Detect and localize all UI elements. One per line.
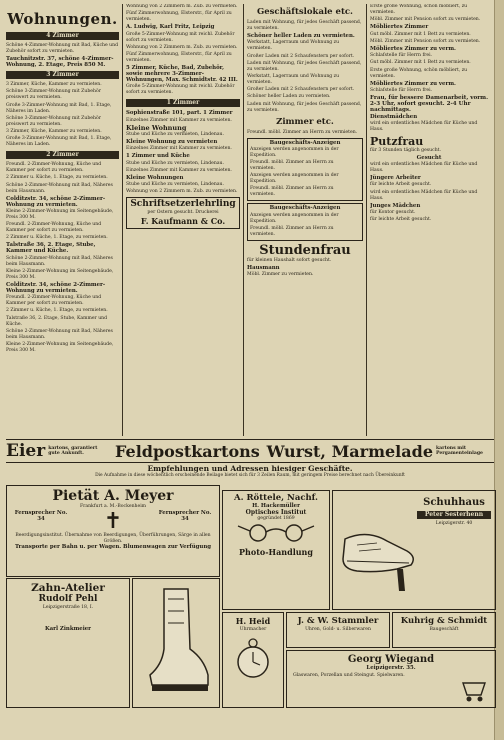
classified-ad: Möbliertes Zimmer zu verm. [370,45,456,52]
classified-ad: 3 Zimmer, Küche, Kammer zu vermieten. [6,128,102,134]
classified-ad: für leichte Arbeit gesucht. [370,217,432,223]
notice-text: Anzeigen werden angenommen in der Expedition. [250,146,339,158]
ad-owner: Rudolf Pehl [38,594,98,604]
classified-ad: Möbl. Zimmer mit Pension sofort zu vermieten. [370,38,481,44]
phone-number: Fernsprecher No. 34 [158,509,212,522]
classified-ad: Stube und Küche zu vermieten, Lindenau. [126,131,224,137]
classified-ad: für kleinen Haushalt sofort gesucht. [247,258,332,263]
cart-icon [459,673,489,703]
classified-ad: wird ein ordentliches Mädchen für Küche und Haus. [370,121,478,133]
classified-ad: Wohnung von 2 Zimmern m. Zub. zu vermieten. [126,189,238,195]
feldpost-title: Feldpostkartons [115,441,260,461]
classified-ad: Sophienstraße 101, part. 1 Zimmer [126,110,233,117]
classified-ad: Fünf Zimmerwohnung, Elsterstr., für April zu vermieten. [126,51,232,63]
classified-ad: Stube und Küche zu vermieten, Lindenau. [126,182,224,188]
classified-ad: Schöner heller Laden zu vermieten. [247,33,355,40]
recommendations-header [6,464,494,479]
ad-title: Photo-Handlung [239,547,313,558]
classified-ad: 2 Zimmer u. Küche, 1. Etage, zu vermieten. [6,308,108,314]
notice-text: Freundl. möbl. Zimmer an Herrn zu vermieten. [250,159,334,171]
classified-ad: Schlafstelle für Herrn frei. [370,53,433,59]
category-band: 3 Zimmer [6,71,119,79]
ad-title: J. & W. Stammler [297,616,379,626]
ad-schuhhaus [332,490,496,610]
classified-ad: Colditzstr. 34, schöne 2-Zimmer-Wohnung zu vermieten. [6,195,106,208]
classified-ad: Großer Laden mit 2 Schaufenstern per sofort. [247,53,355,59]
ad-owner: Peter Sesterhenn [417,511,491,519]
classified-ad: für 3 Stunden täglich gesucht. [370,147,441,153]
classified-ad: Schöne 2-Zimmer-Wohnung mit Bad, Näheres beim Hausmann. [6,328,113,340]
classified-ad: Freundl. möbl. Zimmer an Herrn zu vermieten. [247,129,358,135]
classified-ad: Colditzstr. 34, schöne 2-Zimmer-Wohnung zu vermieten. [6,282,106,294]
classified-ad: Laden mit Wohnung, für jedes Geschäft passend, zu vermieten. [247,101,362,113]
classified-ad: Fünf Zimmerwohnung, Elsterstr., für April zu vermieten. [126,11,232,23]
recommendations-title: Empfehlungen und Adressen hiesiger Geschäfte. [147,464,353,473]
ad-title: Schuhhaus [423,497,485,508]
job-ad-title: Schriftsetzerlehrling [130,199,236,210]
shoe-icon [337,499,419,599]
ad-street: Leipzigerstr. 40 [435,521,473,526]
eyeglasses-icon [236,522,316,544]
classified-ad: Möbliertes Zimmer [370,24,429,31]
schuhhaus-text [417,497,491,528]
phone-number: Fernsprecher No. 34 [14,509,68,522]
ad-subtitle: Uhrmacher [239,627,267,632]
category-band: 1 Zimmer [126,99,240,107]
marmelade-title: Wurst, Marmelade [266,441,433,461]
category-band: 2 Zimmer [6,151,119,159]
classified-ad: Freundl. 2-Zimmer-Wohnung, Küche und Kammer per sofort zu vermieten. [6,222,102,234]
classified-ad: Möbl. Zimmer zu vermieten. [247,272,314,278]
notice-box [247,138,363,202]
classified-ad: 2 Zimmer u. Küche, 1. Etage, zu vermieten. [6,235,108,241]
job-ad-box [126,197,240,229]
ad-text: Beerdigungsinstitut. Übernahme von Beerdigungen, Überführungen, Särge in allen Größen. [15,532,211,544]
ad-title: A. Röttele, Nachf. [233,493,318,503]
section-title: Zimmer etc. [276,116,334,127]
ad-text: Glaswaren, Porzellan und Steingut. Spielwaren. [293,672,405,678]
classified-ad: Laden mit Wohnung, für jedes Geschäft passend, zu vermieten. [247,60,362,72]
marmelade-subtitle: kartons mit Pergamenteinlage [436,445,483,456]
column-geschaeftslokale [247,4,363,438]
ad-subtitle: Baugeschäft [429,627,459,632]
section-title: Wohnungen. [7,10,118,28]
feldpost-banner [6,439,494,463]
classified-ad: Freundl. 2-Zimmer-Wohnung, Küche und Kammer per sofort zu vermieten. [6,295,102,307]
notice-text: Anzeigen werden angenommen in der Expedition. [250,212,339,224]
eier-ad [6,441,108,461]
classified-ad: Kleine Wohnung [126,123,187,132]
classified-ad: Möbl. Zimmer mit Pension sofort zu vermieten. [370,17,481,23]
classified-ad: Werkstatt, Lagerraum und Wohnung zu vermieten. [247,73,340,85]
column-wohnungen [6,4,119,438]
eier-title: Eier [6,441,46,461]
classified-ad: Wohnung von 2 Zimmern m. Zub. zu vermieten. [126,44,238,50]
job-ad-text: per Ostern gesucht. Druckerei [147,210,219,216]
classified-ad: Laden mit Wohnung, für jedes Geschäft passend, zu vermieten. [247,20,362,31]
column-divider [122,4,123,436]
column-stellen [370,4,488,438]
notice-text: Freundl. möbl. Zimmer an Herrn zu vermieten. [250,186,334,198]
ad-title: Kuhrig & Schmidt [400,616,488,626]
column-divider [243,4,244,436]
classified-ad: Kleine 2-Zimmer-Wohnung im Seitengebäude, Preis 300 M. [6,208,114,220]
ad-subtitle: Karl Zinkmeier [44,625,92,632]
notice-text: Anzeigen werden angenommen in der Expedition. [250,173,339,185]
classified-ad: Hausmann [247,265,280,272]
ad-subtitle: Optisches Institut [245,508,307,516]
column-wohnungen-2 [126,4,240,438]
classified-ad: Gesucht [416,154,442,161]
classified-ad: Junges Mädchen [370,202,421,209]
notice-title: Baugeschäfts-Anzeigen [269,205,341,212]
notice-text: Freundl. möbl. Zimmer an Herrn zu vermieten. [250,225,334,237]
ad-wiegand [286,650,496,708]
classified-ad: Kleine Wohnung zu vermieten [126,139,218,146]
classified-ad: Werkstatt, Lagerraum und Wohnung zu vermieten. [247,40,340,52]
ad-roettele [222,490,330,610]
marmelade-ad [267,442,494,461]
ad-subtitle: H. Hackemüller [252,503,300,509]
classified-ad: Jüngere Arbeiter [370,175,421,182]
job-ad-title: Putzfrau [370,134,424,148]
ad-pietaet [6,485,220,577]
classified-ad: Große 5-Zimmer-Wohnung mit reichl. Zubehör sofort zu vermieten. [126,31,235,43]
classified-ad: Schöne 3-Zimmer-Wohnung mit Zubehör preiswert zu vermieten. [6,115,101,127]
classified-ad: Talstraße 36, 2. Etage, Stube, Kammer und Küche. [6,242,96,255]
notice-title: Baugeschäfts-Anzeigen [269,139,341,146]
phone-row [7,508,219,534]
ad-stammler [286,612,390,648]
eier-subtitle: kartons, garantiert gute Ankunft. [48,445,98,456]
ad-subtitle: Uhren, Gold- u. Silberwaren [305,627,371,632]
classified-ad: Wohnung von 2 Zimmern m. Zub. zu vermieten. [126,4,238,9]
job-ad-title: Stundenfrau [259,243,351,258]
ad-title: H. Heid [235,616,271,626]
classified-ad: für leichte Arbeit gesucht. [370,182,432,188]
ad-text: Transporte per Bahn u. per Wagen. Blumenwagen zur Verfügung [14,544,212,551]
classified-ad: Schöne 2-Zimmer-Wohnung mit Bad, Näheres beim Hausmann. [6,182,113,194]
classified-ad: Kleine 2-Zimmer-Wohnung im Seitengebäude, Preis 300 M. [6,341,114,353]
classified-ad: Erste große Wohnung, schön möbliert, zu vermieten. [370,67,468,79]
classified-ad: Schöne 2-Zimmer-Wohnung mit Bad, Näheres beim Hausmann. [6,255,113,267]
classified-ad: Große 5-Zimmer-Wohnung mit reichl. Zubehör sofort zu vermieten. [126,84,235,96]
ad-zahn-atelier [6,578,130,708]
classified-ad: Gut möbl. Zimmer mit 1 Bett zu vermieten. [370,31,471,37]
ad-street: Leipzigerstraße 18, I. [42,605,94,610]
classified-ad: Möbliertes Zimmer zu verm. [370,80,456,87]
classified-ad: Dienstmädchen [370,114,418,121]
pocket-watch-icon [233,634,273,684]
classified-ad: 3 Zimmer, Küche, Kammer zu vermieten. [6,82,102,88]
column-divider [366,4,367,436]
classified-ad: Einzelnes Zimmer mit Kammer zu vermieten. [126,146,232,152]
classified-ad: wird ein ordentliches Mädchen für Küche und Haus. [370,162,478,173]
classified-ad: Schöne 4-Zimmer-Wohnung mit Bad, Küche und Zubehör sofort zu vermieten. [6,43,119,54]
classified-ad: Erste große Wohnung, schön möbliert, zu vermieten. [370,4,468,15]
recommendations-subtitle: Die Aufnahme in diese wöchentlich erscheinende Beilage bietet sich für 3 Zeilen Raum, mit geringem Preise berechnet nach Übereinkunft [95,473,405,478]
classified-ad: Große 3-Zimmer-Wohnung mit Bad, 1. Etage, Näheres im Laden. [6,102,112,114]
ad-title: Pietät A. Meyer [52,488,174,504]
classified-ad: 1 Zimmer und Küche [126,153,190,160]
classified-ad: Kleine 2-Zimmer-Wohnung im Seitengebäude, Preis 300 M. [6,268,114,280]
classified-ad: Talstraße 36, 2. Etage, Stube, Kammer und Küche. [6,315,108,327]
classified-ad: Einzelnes Zimmer mit Kammer zu vermieten. [126,167,232,173]
category-band: 4 Zimmer [6,32,119,40]
classified-ad: für Kontor gesucht. [370,209,416,215]
classified-ad: Stube und Küche zu vermieten, Lindenau. [126,160,224,166]
section-title: Geschäftslokale etc. [256,7,354,17]
ad-title: Georg Wiegand [347,654,435,665]
classified-ad: Gut möbl. Zimmer mit 1 Bett zu vermieten. [370,60,471,66]
shoe-image [337,499,419,599]
ad-street: Leipzigerstr. 35. [366,665,416,671]
classified-ad: Schlafstelle für Herrn frei. [370,87,433,93]
cross-icon: ✝ [103,508,123,534]
classified-ad: 2 Zimmer u. Küche, 1. Etage, zu vermieten. [6,175,108,181]
ad-heid [222,612,284,708]
ad-boot-image [132,578,220,708]
classified-ad: Großer Laden mit 2 Schaufenstern per sofort. [247,87,355,93]
classified-ad: 5 Zimmer, Küche, Bad, Zubehör, sowie mehrere 3-Zimmer-Wohnungen, Max. Schmidtstr. 42 III. [126,65,238,84]
classified-ad: Einzelnes Zimmer mit Kammer zu vermieten. [126,117,232,123]
notice-box [247,203,363,241]
company-name: F. Kaufmann & Co. [140,216,226,227]
ad-kuhrig [392,612,496,648]
ad-year: gegründet 1869 [257,515,295,521]
classified-ad: Kleine Wohnungen [126,175,184,181]
classified-ad: Tauchnitzstr. 37, schöne 4-Zimmer-Wohnung, 2. Etage, Preis 850 M. [6,56,114,69]
classified-ad: Große 3-Zimmer-Wohnung mit Bad, 1. Etage, Näheres im Laden. [6,136,112,148]
ad-title: Zahn-Atelier [31,582,105,594]
classified-ad: Freundl. 2-Zimmer-Wohnung, Küche und Kammer per sofort zu vermieten. [6,162,102,174]
classified-ad: Schöner heller Laden zu vermieten. [247,94,331,100]
classified-ad: Frau, für bessere Damenarbeit, vorm. 2-3 Uhr, sofort gesucht. 2-4 Uhr nachmittags. [370,95,488,114]
boot-icon [134,579,218,705]
ad-city: Frankfurt a. M.-Bockenheim [79,504,147,509]
classified-ad: wird ein ordentliches Mädchen für Küche und Haus. [370,189,478,201]
classified-ad: Schöne 3-Zimmer-Wohnung mit Zubehör preiswert zu vermieten. [6,89,101,101]
classified-ad: A. Ludwig, Karl Fritz, Leipzig [126,24,215,31]
